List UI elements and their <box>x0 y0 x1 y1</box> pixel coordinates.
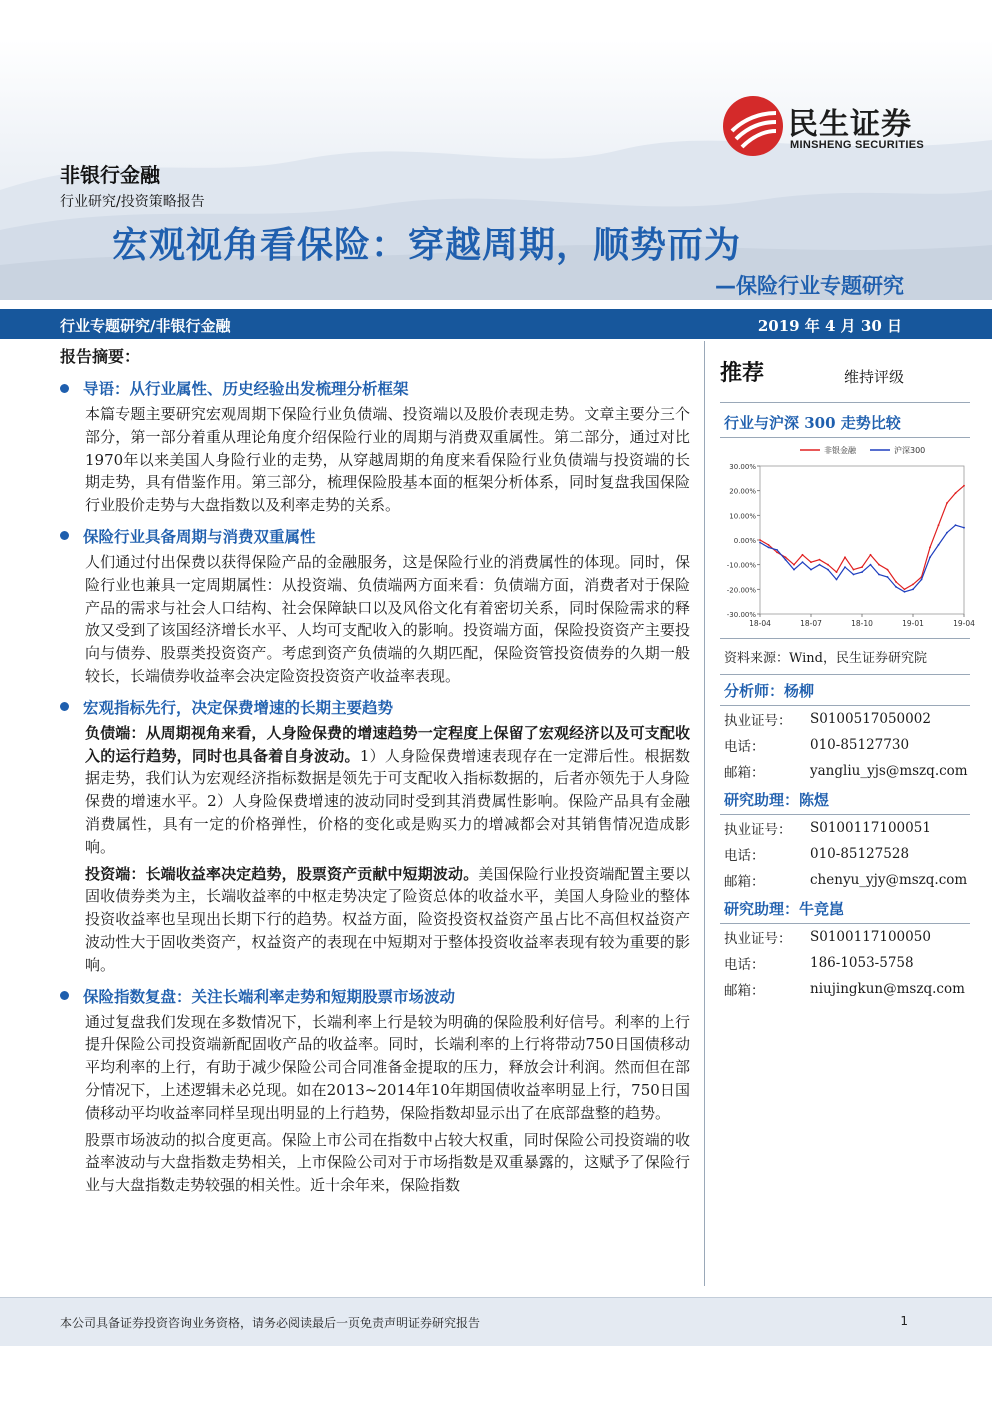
contact-key: 执业证号： <box>724 713 792 729</box>
paragraph <box>85 403 690 517</box>
data-point <box>819 564 821 566</box>
summary-heading: 报告摘要： <box>60 347 141 366</box>
contact-key: 邮箱： <box>724 874 765 890</box>
x-tick-label: 19-01 <box>902 619 924 628</box>
legend-label: 沪深300 <box>894 446 926 455</box>
bullet-icon <box>60 384 69 393</box>
data-point <box>853 574 855 576</box>
column-divider <box>704 341 705 1286</box>
paragraph-text: 美国保险行业投资端配置主要以固收债券类为主，长端收益率的中枢走势决定了险资总体的收益水平，美国人身险业的整体投资收益率也呈现出长期下行的趋势。权益方面，险资投资权益资产虽占比不高但权益资产波动性大于固收类资产，权益资产的表现在中短期对于整体投资收益率表现有较为重要的影响。 <box>85 864 690 974</box>
contact-key: 邮箱： <box>724 765 765 781</box>
data-point <box>793 564 795 566</box>
contact-row <box>720 924 970 950</box>
logo-chinese-name: 民生证券 <box>788 107 912 142</box>
contact-value: 186-1053-5758 <box>810 955 914 971</box>
sidebar <box>720 352 975 1002</box>
data-point <box>768 547 770 549</box>
contact-key: 执业证号： <box>724 931 792 947</box>
paragraph-text: 人们通过付出保费以获得保险产品的金融服务，这是保险行业的消费属性的体现。同时，保险行业也兼具一定周期属性：从投资端、负债端两方面来看：负债端方面，消费者对于保险产品的需求与社会人口结构、社会保障缺口以及风俗文化有着密切关系，同时保险需求的释放又受到了该国经济增长水平、人均可支配收入的影响。投资端方面，保险投资资产主要投向与债券、股票类投资资产。考虑到资产负债端的久期匹配，保险资管投资债券的久期一般较长，长端债券收益率会决定险资投资资产收益率表现。 <box>85 552 690 685</box>
section-heading <box>60 985 690 1007</box>
paragraph-lead: 负债端：从周期视角来看，人身险保费的增速趋势一定程度上保留了宏观经济以及可支配收入的运行趋势，同时也具备着自身波动。 <box>85 723 690 765</box>
chart-heading: 行业与沪深 300 走势比较 <box>720 407 970 438</box>
contact-row <box>720 758 970 784</box>
x-tick-label: 18-07 <box>800 619 822 628</box>
category-band <box>0 309 992 339</box>
y-tick-label: -30.00% <box>726 611 756 619</box>
chart-source: 资料来源：Wind，民生证券研究院 <box>720 639 970 675</box>
data-point <box>861 571 863 573</box>
data-point <box>810 569 812 571</box>
data-point <box>844 566 846 568</box>
assistant-heading: 研究助理：陈煜 <box>720 784 970 815</box>
data-point <box>759 542 761 544</box>
contact-row <box>720 867 970 893</box>
paragraph-text: 股票市场波动的拟合度更高。保险上市公司在指数中占较大权重，同时保险公司投资端的收益率波动与大盘指数走势相关，上市保险公司对于市场指数是双重暴露的，这赋予了保险行业与大盘指数走势较强的相关性。近十余年来，保险指数 <box>85 1130 690 1195</box>
data-point <box>904 591 906 593</box>
data-point <box>768 544 770 546</box>
report-date: 2019 年 4 月 30 日 <box>757 317 902 335</box>
data-point <box>921 579 923 581</box>
data-point <box>946 532 948 534</box>
data-point <box>776 551 778 553</box>
rating-value: 维持评级 <box>844 368 905 386</box>
report-type: 行业研究/投资策略报告 <box>60 194 205 210</box>
contact-email[interactable]: niujingkun@mszq.com <box>810 981 965 997</box>
assistant-heading: 研究助理：牛竞崑 <box>720 893 970 924</box>
contact-value: S0100117100050 <box>810 929 931 945</box>
data-point <box>929 547 931 549</box>
data-point <box>793 569 795 571</box>
contact-email[interactable]: yangliu_yjs@mszq.com <box>810 763 968 779</box>
series-line <box>760 525 964 592</box>
data-point <box>870 554 872 556</box>
contact-key: 邮箱： <box>724 983 765 999</box>
contact-row <box>720 706 970 732</box>
data-point <box>946 502 948 504</box>
data-point <box>785 556 787 558</box>
bullet-icon <box>60 991 69 1000</box>
contact-row <box>720 976 970 1002</box>
data-point <box>836 571 838 573</box>
data-point <box>938 524 940 526</box>
contact-key: 电话： <box>724 848 765 864</box>
section-heading-text: 保险指数复盘：关注长端利率走势和短期股票市场波动 <box>83 986 456 1006</box>
performance-chart <box>720 438 975 639</box>
contact-row <box>720 815 970 841</box>
performance-chart-svg <box>720 438 975 638</box>
section-heading-text: 保险行业具备周期与消费双重属性 <box>83 526 316 546</box>
data-point <box>895 581 897 583</box>
report-subtitle: —保险行业专题研究 <box>715 274 904 298</box>
section-heading <box>60 696 690 718</box>
section-heading-text: 导语：从行业属性、历史经验出发梳理分析框架 <box>83 379 409 398</box>
rating-label: 推荐 <box>720 361 765 386</box>
y-tick-label: 10.00% <box>729 512 756 521</box>
data-point <box>904 588 906 590</box>
data-point <box>785 559 787 561</box>
summary-column <box>60 344 690 1201</box>
bullet-icon <box>60 702 69 711</box>
page-footer <box>0 1297 992 1346</box>
category-label: 行业专题研究/非银行金融 <box>60 317 231 335</box>
data-point <box>819 559 821 561</box>
data-point <box>912 588 914 590</box>
data-point <box>955 492 957 494</box>
x-tick-label: 18-04 <box>749 619 771 628</box>
data-point <box>827 569 829 571</box>
paragraph-text: 本篇专题主要研究宏观周期下保险行业负债端、投资端以及股价表现走势。文章主要分三个部分，第一部分着重从理论角度介绍保险行业的周期与消费双重属性。第二部分，通过对比1970年以来美国人身险行业的走势，从穿越周期的角度来看保险行业负债端与投资端的长期走势，具有借鉴作用。第三部分，梳理保险股基本面的框架分析体系，同时复盘我国保险行业股价走势与大盘指数以及利率走势的关系。 <box>85 405 690 515</box>
contact-email[interactable]: chenyu_yjy@mszq.com <box>810 872 968 888</box>
analyst-heading: 分析师：杨柳 <box>720 675 970 706</box>
contact-value: 010-85127730 <box>810 737 910 753</box>
report-title: 宏观视角看保险：穿越周期，顺势而为 <box>112 225 742 266</box>
page-number: 1 <box>900 1314 908 1328</box>
contact-row <box>720 732 970 758</box>
sector-label: 非银行金融 <box>60 163 160 187</box>
section-heading-text: 宏观指标先行，决定保费增速的长期主要趋势 <box>83 697 394 717</box>
contact-key: 执业证号： <box>724 822 792 838</box>
footer-disclaimer: 本公司具备证券投资咨询业务资格，请务必阅读最后一页免责声明证券研究报告 <box>60 1316 481 1330</box>
company-logo <box>722 95 952 157</box>
y-tick-label: 20.00% <box>729 487 756 496</box>
paragraph <box>85 722 690 859</box>
paragraph <box>85 1011 690 1125</box>
paragraph <box>85 551 690 688</box>
data-point <box>810 561 812 563</box>
contact-key: 电话： <box>724 957 765 973</box>
paragraph <box>85 1129 690 1197</box>
section-heading <box>60 377 690 399</box>
data-point <box>802 561 804 563</box>
paragraph-lead: 投资端：长端收益率决定趋势，股票资产贡献中短期波动。 <box>85 864 479 883</box>
data-point <box>861 566 863 568</box>
data-point <box>836 579 838 581</box>
legend-label: 非银金融 <box>824 446 856 455</box>
data-point <box>844 556 846 558</box>
data-point <box>853 569 855 571</box>
data-point <box>895 586 897 588</box>
data-point <box>929 556 931 558</box>
data-point <box>887 576 889 578</box>
data-point <box>870 564 872 566</box>
contact-key: 电话： <box>724 739 765 755</box>
logo-english-name: MINSHENG SECURITIES <box>790 139 925 151</box>
contact-value: S0100517050002 <box>810 711 931 727</box>
y-tick-label: -10.00% <box>726 561 756 570</box>
contact-value: 010-85127528 <box>810 846 910 862</box>
data-point <box>878 564 880 566</box>
y-tick-label: -20.00% <box>726 586 756 595</box>
data-point <box>759 539 761 541</box>
section-heading <box>60 525 690 547</box>
data-point <box>912 584 914 586</box>
data-point <box>776 549 778 551</box>
data-point <box>963 527 965 529</box>
y-tick-label: 0.00% <box>733 537 756 545</box>
paragraph-text: 1）人身险保费增速表现存在一定滞后性。根据数据走势，我们认为宏观经济指标数据是领先于可支配收入指标数据的，后者亦领先于人身险保费的增速水平。2）人身险保费增速的波动同时受到其消费属性影响。保险产品具有金融消费属性，具有一定的价格弹性，价格的变化或是购买力的增减都会对其销售情况造成影响。 <box>85 746 690 856</box>
data-point <box>963 485 965 487</box>
x-tick-label: 18-10 <box>851 619 873 628</box>
paragraph-text: 通过复盘我们发现在多数情况下，长端利率上行是较为明确的保险股利好信号。利率的上行提升保险公司投资端新配固收产品的收益率。同时，长端利率的上行将带动750日国债移动平均利率的上行，有助于减少保险公司合同准备金提取的压力，释放会计利润。然而但在部分情况下，上述逻辑未必兑现。如在2013~2014年10年期国债收益率明显上行，750日国债移动平均收益率同样呈现出明显的上行趋势，保险指数却显示出了在底部盘整的趋势。 <box>85 1012 690 1122</box>
contact-row <box>720 950 970 976</box>
rating-box <box>720 352 970 403</box>
contact-row <box>720 841 970 867</box>
data-point <box>878 574 880 576</box>
data-point <box>938 544 940 546</box>
paragraph <box>85 863 690 977</box>
bullet-icon <box>60 531 69 540</box>
contact-value: S0100117100051 <box>810 820 931 836</box>
x-tick-label: 19-04 <box>953 619 975 628</box>
data-point <box>955 524 957 526</box>
series-line <box>760 486 964 590</box>
data-point <box>827 564 829 566</box>
minsheng-logo-icon <box>722 95 784 157</box>
data-point <box>802 554 804 556</box>
y-tick-label: 30.00% <box>729 463 756 471</box>
data-point <box>887 569 889 571</box>
